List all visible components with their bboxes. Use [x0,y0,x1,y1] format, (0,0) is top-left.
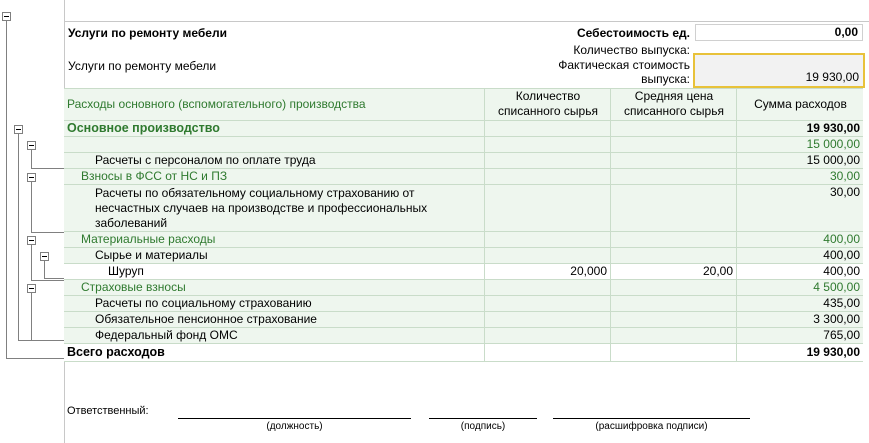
service-name: Услуги по ремонту мебели [68,59,217,73]
total-row[interactable] [64,344,863,362]
outline-line-level0 [6,18,7,358]
row-qty [484,296,610,312]
row-qty [484,312,610,328]
output-qty-label: Количество выпуска: [573,43,690,57]
row-qty: 20,000 [484,264,610,280]
table-row[interactable] [64,328,863,344]
actual-cost-value: 19 930,00 [805,70,859,84]
row-price [610,169,736,185]
row-price [610,328,736,344]
table-row[interactable] [64,185,863,232]
outline-line-insurance [31,293,32,340]
outline-branch-raw [44,278,64,279]
row-sum: 3 300,00 [736,312,863,328]
total-sum: 19 930,00 [736,344,863,362]
row-qty [484,153,610,169]
row-sum: 15 000,00 [736,137,863,153]
collapse-toggle-raw-materials[interactable] [40,252,49,261]
col-header-expenses: Расходы основного (вспомогательного) производства [67,97,366,111]
row-name [64,186,484,231]
table-row[interactable] [64,169,863,185]
row-price [610,185,736,232]
row-qty [484,137,610,153]
row-name-line2: несчастных случаев на производстве и профессиональных [95,201,428,215]
decoding-line [553,418,750,419]
row-sum: 19 930,00 [736,121,863,137]
col-header-price-line2: списанного сырья [624,104,724,118]
row-name-line3: заболеваний [95,216,168,230]
row-sum: 15 000,00 [736,153,863,169]
collapse-toggle-report[interactable] [2,12,11,21]
row-name: Взносы в ФСС от НС и ПЗ [81,169,228,183]
signature-caption: (подпись) [460,421,506,432]
collapse-toggle-materials[interactable] [27,236,36,245]
outline-branch-materials [31,280,64,281]
outline-line-fss [31,182,32,232]
collapse-toggle-insurance[interactable] [27,284,36,293]
row-price [610,248,736,264]
row-qty [484,248,610,264]
table-row[interactable] [64,153,863,169]
row-name: Обязательное пенсионное страхование [95,312,317,326]
collapse-toggle-fss[interactable] [27,173,36,182]
row-name: Шуруп [108,264,144,278]
decoding-caption: (расшифровка подписи) [595,421,708,432]
col-header-qty-line1: Количество [515,89,581,103]
col-header-price [610,89,737,120]
row-name: Страховые взносы [81,280,186,294]
col-header-sum: Сумма расходов [736,89,864,120]
row-name: Федеральный фонд ОМС [95,328,238,342]
row-sum: 30,00 [736,185,863,232]
total-price [610,344,736,362]
row-sum: 765,00 [736,328,863,344]
row-sum: 400,00 [736,248,863,264]
row-qty [484,169,610,185]
outline-line-raw [44,261,45,278]
row-price: 20,00 [610,264,736,280]
row-price [610,153,736,169]
total-qty [484,344,610,362]
row-qty [484,121,610,137]
service-title: Услуги по ремонту мебели [68,26,227,40]
table-row[interactable] [64,248,863,264]
row-qty [484,328,610,344]
collapse-toggle-main-production[interactable] [14,125,23,134]
unit-cost-label: Себестоимость ед. [577,26,690,40]
outline-branch-total [6,358,64,359]
position-line [178,418,411,419]
outline-line-group1 [31,150,32,168]
row-sum: 4 500,00 [736,280,863,296]
row-sum: 400,00 [736,264,863,280]
total-label: Всего расходов [67,345,165,359]
row-sum: 30,00 [736,169,863,185]
table-row[interactable] [64,280,863,296]
row-name: Расчеты с персоналом по оплате труда [95,153,316,167]
row-sum: 400,00 [736,232,863,248]
actual-cost-cell[interactable] [693,53,865,88]
table-row[interactable] [64,137,863,153]
actual-cost-label-line1: Фактическая стоимость [558,58,690,72]
row-price [610,280,736,296]
actual-cost-label [540,58,690,86]
row-price [610,121,736,137]
row-price [610,232,736,248]
row-name-line1: Расчеты по обязательному социальному страхованию от [95,186,415,200]
outline-line-level1 [18,134,19,340]
table-row[interactable] [64,296,863,312]
signature-line [429,418,537,419]
row-price [610,137,736,153]
row-price [610,296,736,312]
unit-cost-value: 0,00 [695,24,863,41]
row-name: Основное производство [67,121,220,135]
outline-line-materials [31,245,32,280]
table-row[interactable] [64,312,863,328]
table-row[interactable] [64,232,863,248]
outline-branch-group1 [31,168,64,169]
actual-cost-label-line2: выпуска: [641,72,690,86]
collapse-toggle-group-15000[interactable] [27,141,36,150]
row-qty [484,232,610,248]
col-header-price-line1: Средняя цена [634,89,714,103]
row-name: Расчеты по социальному страхованию [95,296,312,310]
row-sum: 435,00 [736,296,863,312]
col-header-qty-line2: списанного сырья [498,104,598,118]
responsible-label: Ответственный: [67,405,149,417]
row-price [610,312,736,328]
outline-branch-fss [31,232,64,233]
col-header-qty [484,89,611,120]
table-header [64,88,863,121]
page-top-border [64,21,869,22]
row-name: Материальные расходы [81,232,216,246]
row-qty [484,185,610,232]
table-row[interactable] [64,121,863,137]
position-caption: (должность) [266,421,323,432]
table-row[interactable] [64,264,863,280]
row-name: Сырье и материалы [95,248,208,262]
outline-branch-insurance [31,340,64,341]
row-qty [484,280,610,296]
